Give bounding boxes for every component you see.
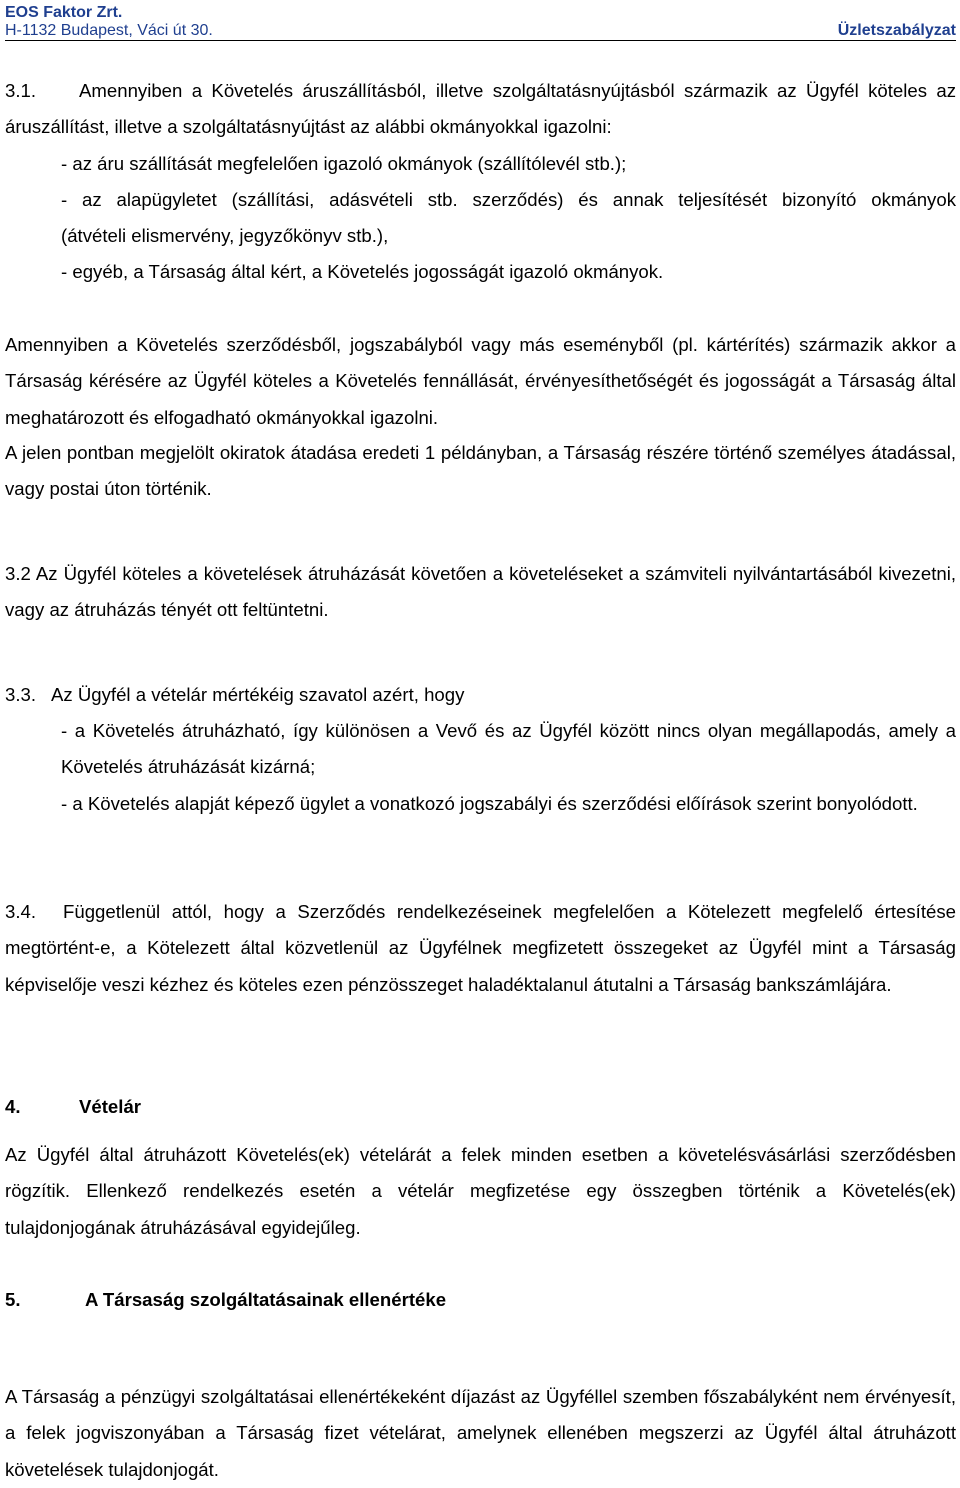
bullet-item: - az áru szállítását megfelelően igazoló okmányok (szállítólevél stb.); [61, 153, 627, 174]
section-number: 3.1. [5, 80, 37, 101]
paragraph: Amennyiben a Követelés szerződésből, jogszabályból vagy más eseményből (pl. kártérítés) származik akkor a Társaság kérésére az Ügyfél köteles a Követelés fennállását, érvényesíthetőségét és jogosságát a Társaság által meghatározott és elfogadható okmányokkal igazolni. [5, 334, 956, 428]
section-text: Amennyiben a Követelés áruszállításból, illetve szolgáltatásnyújtásból származik az Ügyfél köteles az áruszállítást, illetve a szolgáltatásnyújtást az alábbi okmányokkal igazolni: [5, 80, 956, 138]
company-name: EOS Faktor Zrt. [5, 4, 123, 21]
document-title: Üzletszabályzat [837, 22, 956, 39]
section-number: 3.4. [5, 901, 37, 922]
company-address: H-1132 Budapest, Váci út 30. [5, 22, 213, 39]
section-3-4 [5, 894, 956, 1003]
bullet-item-continued: (átvételi elismervény, jegyzőkönyv stb.), [61, 225, 389, 246]
bullet-item: - egyéb, a Társaság által kért, a Követelés jogosságát igazoló okmányok. [61, 261, 664, 282]
section-text: Az Ügyfél a vételár mértékéig szavatol azért, hogy [51, 684, 465, 705]
section-number: 3.3. [5, 684, 37, 705]
section-number: 5. [5, 1289, 21, 1310]
section-4-heading [5, 1089, 141, 1125]
bullet-item: - az alapügyletet (szállítási, adásvételi stb. szerződés) és annak teljesítését bizonyító okmányok [61, 189, 956, 210]
section-title: A Társaság szolgáltatásainak ellenértéke [85, 1289, 447, 1310]
section-3-2: 3.2 Az Ügyfél köteles a követelések átruházását követően a követeléseket a számviteli nyilvántartásából kivezetni, vagy az átruházás tényét ott feltüntetni. [5, 563, 956, 621]
paragraph: A jelen pontban megjelölt okiratok átadása eredeti 1 példányban, a Társaság részére történő személyes átadással, vagy postai úton történik. [5, 442, 956, 500]
section-title: Vételár [79, 1096, 142, 1117]
section-text: Függetlenül attól, hogy a Szerződés rendelkezéseinek megfelelően a Kötelezett megfelelő értesítése megtörtént-e, a Kötelezett által közvetlenül az Ügyfélnek megfizetett összegeket az Ügyfél mint a Társaság képviselője veszi kézhez és köteles ezen pénzösszeget haladéktalanul átutalni a Társaság bankszámlájára. [5, 901, 956, 995]
page-header [5, 2, 956, 41]
section-4-text: Az Ügyfél által átruházott Követelés(ek) vételárát a felek minden esetben a követelésvásárlási szerződésben rögzítik. Ellenkező rendelkezés esetén a vételár megfizetése egy összegben történik a Követelés(ek) tulajdonjogának átruházásával egyidejűleg. [5, 1144, 956, 1238]
section-3-1-intro [5, 73, 956, 146]
section-5-text: A Társaság a pénzügyi szolgáltatásai ellenértékeként díjazást az Ügyféllel szemben főszabályként nem érvényesít, a felek jogviszonyában a Társaság fizet vételárat, amelynek ellenében megszerzi az Ügyfél által átruházott követelések tulajdonjogát. [5, 1386, 956, 1480]
bullet-item: - a Követelés átruházható, így különösen a Vevő és az Ügyfél között nincs olyan megállapodás, amely a Követelés átruházását kizárná; [61, 720, 956, 778]
section-5-heading [5, 1282, 446, 1318]
section-number: 4. [5, 1096, 21, 1117]
section-3-3-intro [5, 677, 956, 713]
bullet-item: - a Követelés alapját képező ügylet a vonatkozó jogszabályi és szerződési előírások szerint bonyolódott. [61, 793, 918, 814]
